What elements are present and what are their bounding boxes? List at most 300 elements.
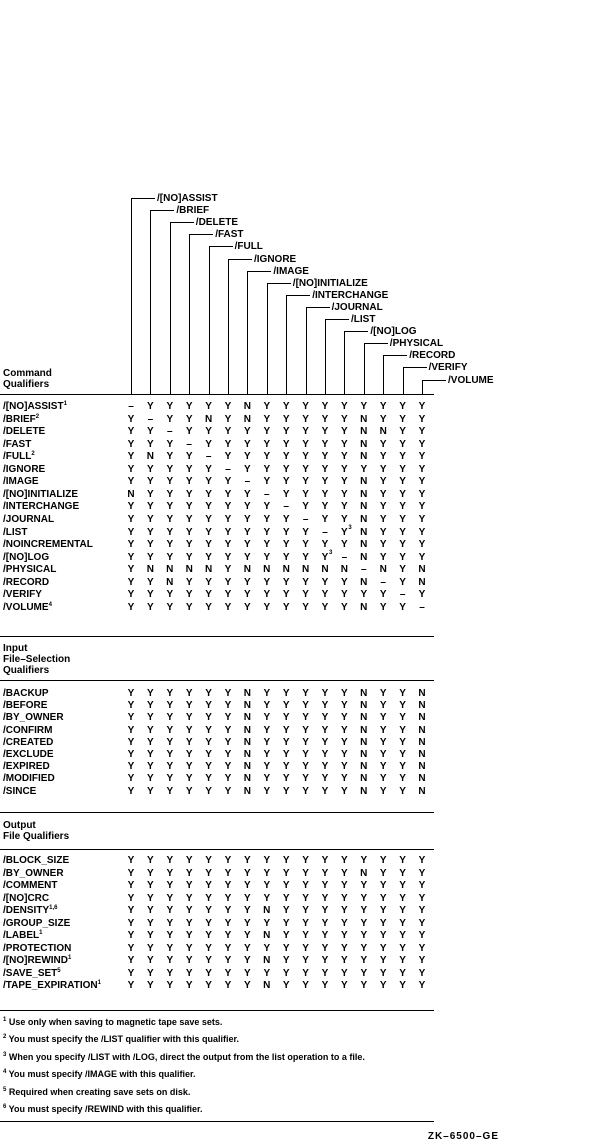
compatibility-cell: Y — [205, 539, 212, 551]
compatibility-cell: Y — [418, 451, 426, 463]
compatibility-cell: Y — [263, 761, 271, 773]
compatibility-cell: Y — [244, 539, 251, 551]
compatibility-cell: – — [167, 426, 173, 438]
compatibility-cell: Y — [185, 867, 193, 879]
compatibility-cell: Y — [166, 688, 174, 699]
compatibility-cell: Y — [302, 488, 309, 500]
compatibility-cell: Y — [205, 426, 212, 438]
row-label-text: /BACKUP — [3, 688, 49, 699]
compatibility-cell: Y — [147, 855, 154, 866]
footnote-number: 2 — [3, 1034, 7, 1041]
row-label — [3, 539, 93, 551]
compatibility-cell: Y — [418, 526, 426, 538]
compatibility-cell: Y — [244, 501, 251, 513]
row-label-text: /LIST — [3, 526, 28, 538]
compatibility-cell: Y — [263, 539, 271, 551]
compatibility-cell: Y — [263, 463, 271, 475]
compatibility-cell: Y — [321, 712, 329, 724]
compatibility-cell: Y — [127, 688, 135, 699]
compatibility-cell: Y — [147, 736, 154, 748]
compatibility-cell: Y — [321, 601, 329, 613]
compatibility-cell: Y — [379, 488, 387, 500]
compatibility-cell: N — [360, 867, 368, 879]
compatibility-cell: Y — [166, 955, 174, 966]
compatibility-cell: Y — [205, 551, 212, 563]
compatibility-cell: Y — [185, 551, 193, 563]
compatibility-cell: Y — [399, 749, 406, 760]
compatibility-cell: N — [263, 980, 271, 991]
row-label — [3, 918, 70, 930]
compatibility-cell: Y — [224, 513, 232, 525]
row-label-text: /INTERCHANGE — [3, 501, 80, 513]
compatibility-cell: Y — [282, 576, 290, 588]
compatibility-cell: Y — [302, 892, 309, 904]
compatibility-cell: Y — [341, 513, 348, 525]
compatibility-cell: Y — [263, 401, 271, 412]
compatibility-cell: Y — [379, 438, 387, 450]
compatibility-cell: Y — [185, 539, 193, 551]
compatibility-cell: Y — [282, 688, 290, 699]
footnote-reference: 2 — [31, 451, 35, 458]
compatibility-cell: Y — [127, 955, 135, 966]
compatibility-cell: Y — [205, 892, 212, 904]
compatibility-cell: Y — [185, 942, 193, 954]
compatibility-cell: Y — [379, 513, 387, 525]
compatibility-cell: Y — [379, 526, 387, 538]
compatibility-cell: N — [360, 451, 368, 463]
compatibility-cell: Y — [399, 426, 406, 438]
compatibility-cell: Y — [399, 438, 406, 450]
compatibility-cell: Y — [205, 930, 212, 941]
compatibility-cell: Y — [399, 724, 406, 736]
row-label — [3, 514, 54, 526]
compatibility-cell: Y — [379, 601, 387, 613]
compatibility-cell: Y — [147, 892, 154, 904]
compatibility-cell: Y — [418, 488, 426, 500]
compatibility-cell: Y — [205, 488, 212, 500]
compatibility-cell: Y — [166, 855, 174, 866]
compatibility-cell: Y — [282, 700, 290, 712]
compatibility-cell: Y — [302, 601, 309, 613]
compatibility-cell: Y — [147, 401, 154, 412]
compatibility-cell: Y — [185, 712, 193, 724]
compatibility-cell: Y — [185, 513, 193, 525]
column-header-label: /VERIFY — [428, 362, 468, 374]
compatibility-cell: Y — [205, 476, 212, 488]
footnote-text: You must specify /IMAGE with this qualifier. — [6, 1069, 196, 1080]
footnote-reference: 1 — [63, 401, 67, 407]
compatibility-cell: Y — [399, 955, 406, 966]
compatibility-cell: Y — [263, 513, 271, 525]
compatibility-cell: Y — [282, 451, 290, 463]
column-header-label: /IMAGE — [273, 265, 309, 277]
compatibility-cell: Y — [166, 539, 174, 551]
compatibility-cell: Y — [302, 980, 309, 991]
compatibility-cell: Y — [205, 785, 212, 797]
compatibility-cell: Y — [185, 501, 193, 513]
column-header-horizontal-line — [247, 271, 271, 272]
compatibility-cell: N — [204, 564, 213, 576]
row-label — [3, 688, 49, 700]
compatibility-cell: Y — [185, 967, 193, 979]
compatibility-cell: Y — [360, 917, 368, 929]
compatibility-cell: Y — [302, 917, 309, 929]
row-label-text: /SAVE_SET — [3, 967, 58, 979]
row-label-text: /MODIFIED — [3, 773, 55, 785]
compatibility-cell: Y — [341, 942, 348, 954]
compatibility-cell: N — [418, 688, 426, 699]
compatibility-cell: Y — [341, 930, 348, 941]
compatibility-cell: Y — [379, 736, 387, 748]
footnote-text: Required when creating save sets on disk. — [6, 1086, 191, 1097]
compatibility-cell: Y — [263, 917, 271, 929]
column-header-horizontal-line — [150, 210, 174, 211]
compatibility-cell: Y — [166, 551, 174, 563]
compatibility-cell: Y — [321, 463, 329, 475]
compatibility-cell: N — [360, 724, 368, 736]
compatibility-cell: Y — [224, 576, 232, 588]
column-header-label: /[NO]LOG — [370, 326, 417, 338]
compatibility-cell: Y — [147, 601, 154, 613]
compatibility-cell: Y — [418, 426, 426, 438]
compatibility-cell: Y — [379, 551, 387, 563]
compatibility-cell: Y — [418, 855, 426, 866]
compatibility-cell: Y — [127, 551, 135, 563]
compatibility-cell: Y — [244, 892, 251, 904]
compatibility-cell: Y — [205, 501, 212, 513]
compatibility-cell: Y — [399, 476, 406, 488]
column-header-label: /FULL — [234, 241, 263, 253]
compatibility-cell: Y — [263, 426, 271, 438]
compatibility-cell: N — [146, 451, 154, 463]
compatibility-cell: Y — [205, 749, 212, 760]
column-header-label: /FAST — [215, 229, 244, 241]
column-header-vertical-line — [247, 271, 248, 394]
compatibility-cell: – — [264, 488, 270, 500]
compatibility-cell: Y — [127, 917, 135, 929]
compatibility-cell: Y — [321, 476, 329, 488]
compatibility-cell: Y — [166, 773, 174, 785]
row-label-text: /LABEL — [3, 930, 40, 941]
compatibility-cell: Y — [147, 749, 154, 760]
row-label-text: /EXCLUDE — [3, 749, 54, 760]
compatibility-cell: Y — [224, 892, 232, 904]
compatibility-cell: Y — [302, 749, 309, 760]
table-separator-line — [0, 394, 434, 395]
compatibility-cell: Y — [224, 785, 232, 797]
row-label — [3, 414, 39, 426]
compatibility-cell: Y — [127, 476, 135, 488]
compatibility-cell: Y — [166, 736, 174, 748]
compatibility-cell: Y — [263, 967, 271, 979]
compatibility-cell: Y — [224, 539, 232, 551]
compatibility-cell: Y — [205, 980, 212, 991]
compatibility-cell: Y — [321, 513, 329, 525]
footnote — [3, 1086, 190, 1098]
row-label — [3, 930, 42, 942]
row-label-text: /FULL — [3, 451, 32, 463]
row-label — [3, 773, 55, 785]
compatibility-cell: Y — [185, 930, 193, 941]
compatibility-cell: Y — [127, 930, 135, 941]
compatibility-cell: Y — [185, 892, 193, 904]
compatibility-cell: Y — [321, 539, 329, 551]
compatibility-cell: Y — [205, 761, 212, 773]
compatibility-cell: Y — [263, 736, 271, 748]
compatibility-cell: Y — [166, 892, 174, 904]
compatibility-cell: Y — [224, 773, 232, 785]
compatibility-cell: Y — [263, 501, 271, 513]
compatibility-cell: Y — [302, 867, 309, 879]
compatibility-cell: Y — [379, 955, 387, 966]
compatibility-cell: Y — [341, 438, 348, 450]
compatibility-cell: Y — [166, 526, 174, 538]
compatibility-cell: Y — [379, 749, 387, 760]
row-label-text: /COMMENT — [3, 880, 58, 891]
compatibility-cell: Y — [321, 576, 329, 588]
compatibility-cell: Y — [224, 438, 232, 450]
compatibility-cell: Y — [166, 451, 174, 463]
compatibility-cell: Y — [321, 855, 329, 866]
compatibility-cell: Y — [127, 855, 135, 866]
compatibility-cell: N — [127, 488, 135, 500]
footnote-reference: 4 — [48, 601, 52, 608]
compatibility-cell: N — [243, 749, 251, 760]
compatibility-cell: Y — [166, 980, 174, 991]
compatibility-cell: Y — [379, 867, 387, 879]
column-header-horizontal-line — [286, 295, 310, 296]
compatibility-cell: Y — [224, 905, 232, 916]
compatibility-cell: Y — [321, 892, 329, 904]
compatibility-cell: Y — [379, 451, 387, 463]
compatibility-cell: Y — [224, 426, 232, 438]
compatibility-cell: Y — [418, 463, 426, 475]
compatibility-cell: Y — [127, 749, 135, 760]
column-header-vertical-line — [403, 367, 404, 394]
compatibility-cell: Y — [418, 980, 426, 991]
compatibility-cell: N — [360, 761, 368, 773]
cell-footnote-reference: 3 — [348, 524, 352, 531]
compatibility-cell: Y — [185, 855, 193, 866]
row-label-text: /CONFIRM — [3, 724, 53, 736]
compatibility-cell: Y — [282, 513, 290, 525]
compatibility-cell: Y — [418, 955, 426, 966]
compatibility-cell: Y — [244, 967, 251, 979]
row-label — [3, 700, 47, 712]
compatibility-cell: Y — [127, 892, 135, 904]
compatibility-cell: N — [243, 564, 251, 576]
row-label-text: /IGNORE — [3, 463, 46, 475]
compatibility-cell: Y — [166, 589, 174, 601]
compatibility-cell: Y — [341, 967, 348, 979]
compatibility-cell: Y — [263, 688, 271, 699]
row-label — [3, 439, 31, 451]
compatibility-cell: Y — [127, 785, 135, 797]
compatibility-cell: Y — [147, 476, 154, 488]
compatibility-cell: Y — [205, 967, 212, 979]
compatibility-cell: Y — [263, 712, 271, 724]
column-header-vertical-line — [325, 319, 326, 394]
compatibility-cell: Y — [185, 785, 193, 797]
compatibility-cell: Y — [282, 773, 290, 785]
compatibility-cell: Y — [321, 426, 329, 438]
compatibility-cell: Y — [282, 955, 290, 966]
compatibility-cell: Y — [302, 401, 309, 412]
compatibility-cell: Y — [399, 551, 406, 563]
compatibility-cell: Y — [205, 463, 212, 475]
compatibility-cell: Y — [418, 867, 426, 879]
compatibility-cell: Y — [379, 539, 387, 551]
compatibility-cell: Y — [418, 551, 426, 563]
compatibility-cell: Y — [185, 589, 193, 601]
compatibility-cell: Y — [399, 880, 406, 891]
compatibility-cell: Y — [127, 724, 135, 736]
section-title: Output File Qualifiers — [3, 820, 70, 842]
compatibility-cell: Y — [244, 513, 251, 525]
compatibility-cell: Y — [302, 526, 309, 538]
compatibility-cell: Y — [282, 589, 290, 601]
compatibility-cell: Y — [399, 855, 406, 866]
row-label-text: /GROUP_SIZE — [3, 917, 71, 929]
column-header-vertical-line — [344, 331, 345, 394]
compatibility-cell: Y — [360, 880, 368, 891]
compatibility-cell: Y — [282, 401, 290, 412]
compatibility-cell: Y — [418, 892, 426, 904]
compatibility-cell: Y — [244, 463, 251, 475]
compatibility-cell: Y — [185, 955, 193, 966]
compatibility-cell: Y — [282, 942, 290, 954]
compatibility-cell: Y — [321, 501, 329, 513]
compatibility-cell: Y — [127, 980, 135, 991]
footnote-number: 3 — [3, 1051, 7, 1058]
compatibility-cell: Y — [127, 601, 135, 613]
compatibility-cell: Y — [341, 700, 348, 712]
compatibility-cell: Y — [224, 967, 232, 979]
compatibility-cell: Y — [360, 892, 368, 904]
compatibility-cell: N — [263, 930, 271, 941]
compatibility-cell: Y — [224, 955, 232, 966]
cell-footnote-reference: 3 — [329, 549, 333, 556]
column-header-label: /BRIEF — [176, 205, 210, 217]
compatibility-cell: Y — [399, 980, 406, 991]
compatibility-cell: Y — [302, 905, 309, 916]
compatibility-cell: Y — [185, 700, 193, 712]
compatibility-cell: Y — [205, 601, 212, 613]
compatibility-cell: Y — [321, 867, 329, 879]
compatibility-cell: Y — [185, 980, 193, 991]
column-header-label: /VOLUME — [448, 374, 494, 386]
column-header-label: /RECORD — [409, 350, 456, 362]
compatibility-cell: Y — [263, 700, 271, 712]
row-label — [3, 401, 67, 413]
compatibility-cell: Y — [321, 880, 329, 891]
compatibility-cell: N — [243, 785, 251, 797]
compatibility-cell: Y — [127, 589, 135, 601]
compatibility-cell: N — [418, 749, 426, 760]
compatibility-cell: N — [360, 712, 368, 724]
compatibility-cell: Y — [205, 724, 212, 736]
compatibility-cell: Y — [147, 785, 154, 797]
column-header-horizontal-line — [422, 380, 446, 381]
column-header-label: /JOURNAL — [331, 301, 383, 313]
compatibility-cell: Y — [224, 724, 232, 736]
row-label-text: /[NO]LOG — [3, 551, 50, 563]
column-header-label: /IGNORE — [254, 253, 297, 265]
compatibility-cell: Y — [224, 526, 232, 538]
compatibility-cell: Y — [282, 601, 290, 613]
compatibility-cell: Y — [127, 539, 135, 551]
compatibility-cell: N — [360, 488, 368, 500]
column-header-vertical-line — [383, 355, 384, 394]
compatibility-cell: Y — [166, 785, 174, 797]
compatibility-cell: Y — [321, 438, 329, 450]
compatibility-cell: Y — [282, 967, 290, 979]
compatibility-cell: Y — [282, 867, 290, 879]
compatibility-cell: N — [360, 501, 368, 513]
compatibility-cell: Y — [418, 589, 426, 601]
compatibility-cell: N — [263, 564, 271, 576]
column-header-vertical-line — [267, 283, 268, 394]
compatibility-cell: – — [147, 413, 154, 425]
column-header-vertical-line — [170, 222, 171, 394]
compatibility-cell: Y — [321, 785, 329, 797]
compatibility-cell: Y — [147, 942, 154, 954]
compatibility-cell: Y — [147, 501, 154, 513]
footnote-end-line — [0, 1121, 434, 1122]
compatibility-cell: Y — [379, 773, 387, 785]
compatibility-cell: Y — [147, 980, 154, 991]
compatibility-cell: – — [283, 501, 289, 513]
compatibility-cell: Y — [302, 426, 309, 438]
compatibility-cell: N — [360, 476, 368, 488]
compatibility-cell: N — [282, 564, 290, 576]
compatibility-cell: Y — [379, 892, 387, 904]
compatibility-cell: Y — [147, 463, 154, 475]
column-header-horizontal-line — [170, 222, 194, 223]
compatibility-cell: N — [418, 576, 426, 588]
compatibility-cell: Y — [302, 955, 309, 966]
compatibility-cell: Y — [418, 476, 426, 488]
row-label-text: /FAST — [3, 438, 32, 450]
compatibility-cell: Y — [147, 513, 154, 525]
compatibility-cell: – — [322, 526, 328, 538]
compatibility-cell: N — [418, 785, 426, 797]
compatibility-cell: Y — [166, 401, 174, 412]
compatibility-cell: Y — [418, 880, 426, 891]
compatibility-cell: Y — [185, 576, 193, 588]
compatibility-cell: Y — [205, 576, 212, 588]
column-header-horizontal-line — [267, 283, 291, 284]
row-label-text: /VERIFY — [3, 589, 42, 601]
compatibility-cell: Y — [379, 785, 387, 797]
compatibility-cell: Y — [282, 712, 290, 724]
compatibility-cell: Y — [224, 761, 232, 773]
column-header-horizontal-line — [364, 343, 388, 344]
row-label-text: /BLOCK_SIZE — [3, 855, 70, 866]
column-header-horizontal-line — [325, 319, 349, 320]
compatibility-cell: Y — [166, 438, 174, 450]
compatibility-cell: Y — [282, 880, 290, 891]
compatibility-cell: N — [418, 700, 426, 712]
compatibility-cell: Y — [321, 488, 329, 500]
compatibility-cell: Y — [127, 761, 135, 773]
compatibility-cell: Y — [379, 930, 387, 941]
row-label-text: /[NO]INITIALIZE — [3, 488, 78, 500]
compatibility-cell: N — [418, 773, 426, 785]
compatibility-cell: Y — [282, 438, 290, 450]
compatibility-cell: Y — [379, 967, 387, 979]
compatibility-cell: Y — [341, 526, 348, 538]
